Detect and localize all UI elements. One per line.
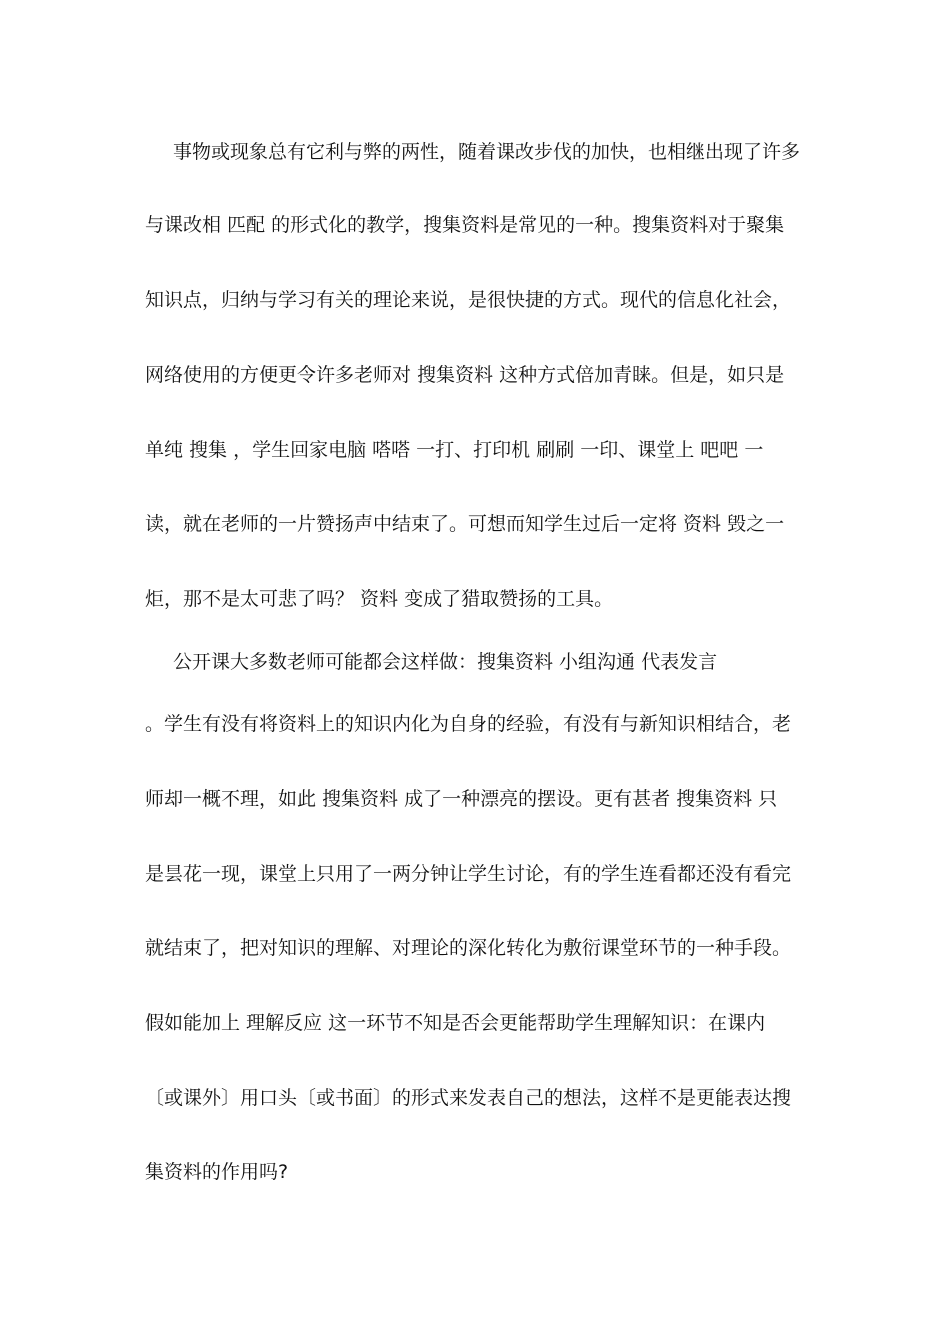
text-line: 。学生有没有将资料上的知识内化为自身的经验，有没有与新知识相结合，老 bbox=[145, 713, 792, 735]
text-line: 知识点，归纳与学习有关的理论来说，是很快捷的方式。现代的信息化社会， bbox=[145, 289, 792, 311]
text-line: 就结束了，把对知识的理解、对理论的深化转化为敷衍课堂环节的一种手段。 bbox=[145, 937, 792, 959]
text-line: 单纯 搜集 ，学生回家电脑 嗒嗒 一打、打印机 刷刷 一印、课堂上 吧吧 一 bbox=[145, 439, 764, 461]
text-line: 读，就在老师的一片赞扬声中结束了。可想而知学生过后一定将 资料 毁之一 bbox=[145, 513, 785, 535]
text-line: 〔或课外〕用口头〔或书面〕的形式来发表自己的想法，这样不是更能表达搜 bbox=[145, 1087, 792, 1109]
text-line: 假如能加上 理解反应 这一环节不知是否会更能帮助学生理解知识：在课内 bbox=[145, 1012, 766, 1034]
text-line: 事物或现象总有它利与弊的两性，随着课改步伐的加快，也相继出现了许多 bbox=[173, 141, 801, 163]
text-line: 与课改相 匹配 的形式化的教学，搜集资料是常见的一种。搜集资料对于聚集 bbox=[145, 214, 785, 236]
text-line: 公开课大多数老师可能都会这样做：搜集资料 小组沟通 代表发言 bbox=[173, 651, 718, 673]
text-line: 集资料的作用吗? bbox=[145, 1161, 289, 1183]
text-line: 网络使用的方便更令许多老师对 搜集资料 这种方式倍加青睐。但是，如只是 bbox=[145, 364, 785, 386]
text-line: 师却一概不理，如此 搜集资料 成了一种漂亮的摆设。更有甚者 搜集资料 只 bbox=[145, 788, 778, 810]
text-line: 炬，那不是太可悲了吗？ 资料 变成了猎取赞扬的工具。 bbox=[145, 588, 614, 610]
text-line: 是昙花一现，课堂上只用了一两分钟让学生讨论，有的学生连看都还没有看完 bbox=[145, 863, 792, 885]
